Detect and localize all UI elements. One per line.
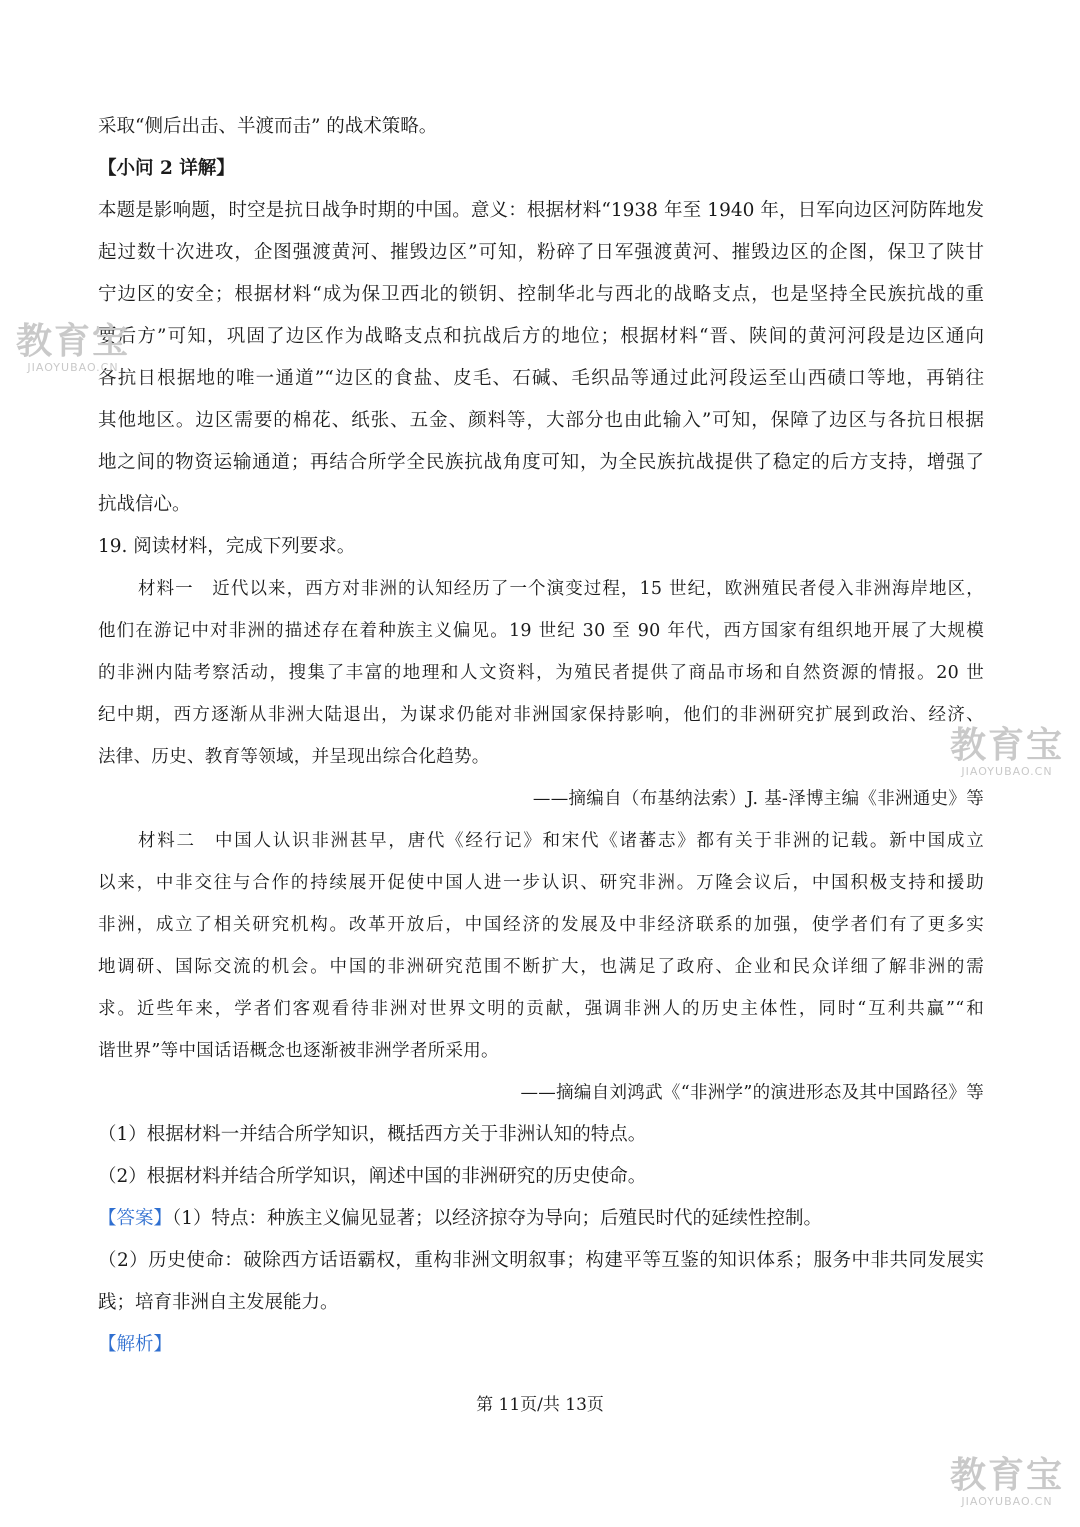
para-line: 要后方”可知，巩固了边区作为战略支点和抗战后方的地位；根据材料“晋、陕间的黄河河段是边区通向: [98, 326, 984, 347]
page-number: 第 11页/共 13页: [476, 1395, 604, 1415]
subheading: 【小问 2 详解】: [98, 158, 235, 179]
material-one-line: 纪中期，西方逐渐从非洲大陆退出，为谋求仍能对非洲国家保持影响，他们的非洲研究扩展到政治、经济、: [98, 705, 984, 725]
answer-line: [98, 1198, 984, 1240]
material-two-line: 求。近些年来，学者们客观看待非洲对世界文明的贡献，强调非洲人的历史主体性，同时“互利共赢”“和: [98, 999, 984, 1019]
material-two-source: ——摘编自刘鸿武《“非洲学”的演进形态及其中国路径》等: [520, 1083, 984, 1103]
para-line: 宁边区的安全；根据材料“成为保卫西北的锁钥、控制华北与西北的战略支点，也是坚持全民族抗战的重: [98, 284, 984, 305]
answer-label: 【答案】: [98, 1208, 173, 1229]
watermark-text: 教育宝: [16, 321, 131, 362]
material-one-line: 法律、历史、教育等领域，并呈现出综合化趋势。: [98, 747, 490, 767]
material-one-source: ——摘编自（布基纳法索）J. 基-泽博主编《非洲通史》等: [532, 789, 984, 809]
answer-line: （2）历史使命：破除西方话语霸权，重构非洲文明叙事；构建平等互鉴的知识体系；服务中非共同发展实: [98, 1250, 984, 1271]
para-line: 其他地区。边区需要的棉花、纸张、五金、颜料等，大部分也由此输入”可知，保障了边区与各抗日根据: [98, 410, 984, 431]
document-body: [98, 106, 984, 1366]
material-two-line: 非洲，成立了相关研究机构。改革开放后，中国经济的发展及中非经济联系的加强，使学者们有了更多实: [98, 915, 984, 935]
watermark-text: 教育宝: [950, 725, 1065, 766]
para-line: 采取“侧后出击、半渡而击” 的战术策略。: [98, 116, 438, 137]
material-one-line: 他们在游记中对非洲的描述存在着种族主义偏见。19 世纪 30 至 90 年代，西方国家有组织地开展了大规模: [98, 621, 984, 641]
material-two-line: 地调研、国际交流的机会。中国的非洲研究范围不断扩大，也满足了政府、企业和民众详细了解非洲的需: [98, 957, 984, 977]
watermark-url: JIAOYUBAO.CN: [961, 765, 1053, 778]
watermark-text: 教育宝: [950, 1455, 1065, 1496]
sub-question-1: （1）根据材料一并结合所学知识，概括西方关于非洲认知的特点。: [98, 1124, 647, 1145]
answer-text: （1）特点：种族主义偏见显著；以经济掠夺为导向；后殖民时代的延续性控制。: [172, 1208, 823, 1229]
watermark-url: JIAOYUBAO.CN: [27, 361, 119, 374]
question-title: 19. 阅读材料，完成下列要求。: [98, 536, 356, 557]
analysis-label: 【解析】: [98, 1334, 173, 1355]
watermark-logo: [16, 321, 131, 374]
para-line: 起过数十次进攻，企图强渡黄河、摧毁边区”可知，粉碎了日军强渡黄河、摧毁边区的企图，保卫了陕甘: [98, 242, 984, 263]
material-two-line: 材料二 中国人认识非洲甚早，唐代《经行记》和宋代《诸蕃志》都有关于非洲的记载。新中国成立: [138, 831, 984, 851]
material-one-line: 材料一 近代以来，西方对非洲的认知经历了一个演变过程，15 世纪，欧洲殖民者侵入非洲海岸地区，: [138, 579, 984, 599]
sub-question-2: （2）根据材料并结合所学知识，阐述中国的非洲研究的历史使命。: [98, 1166, 647, 1187]
para-line: 地之间的物资运输通道；再结合所学全民族抗战角度可知，为全民族抗战提供了稳定的后方支持，增强了: [98, 452, 984, 473]
para-line: 各抗日根据地的唯一通道”“边区的食盐、皮毛、石碱、毛织品等通过此河段运至山西碛口等地，再销往: [98, 368, 984, 389]
material-one-line: 的非洲内陆考察活动，搜集了丰富的地理和人文资料，为殖民者提供了商品市场和自然资源的情报。20 世: [98, 663, 984, 683]
watermark-logo: [950, 1455, 1065, 1508]
watermark-url: JIAOYUBAO.CN: [961, 1495, 1053, 1508]
answer-line: 践；培育非洲自主发展能力。: [98, 1292, 339, 1313]
para-line: 本题是影响题，时空是抗日战争时期的中国。意义：根据材料“1938 年至 1940 年，日军向边区河防阵地发: [98, 200, 984, 221]
watermark-logo: [950, 725, 1065, 778]
para-line: 抗战信心。: [98, 494, 191, 515]
material-two-line: 谐世界”等中国话语概念也逐渐被非洲学者所采用。: [98, 1041, 499, 1061]
material-two-line: 以来，中非交往与合作的持续展开促使中国人进一步认识、研究非洲。万隆会议后，中国积极支持和援助: [98, 873, 984, 893]
